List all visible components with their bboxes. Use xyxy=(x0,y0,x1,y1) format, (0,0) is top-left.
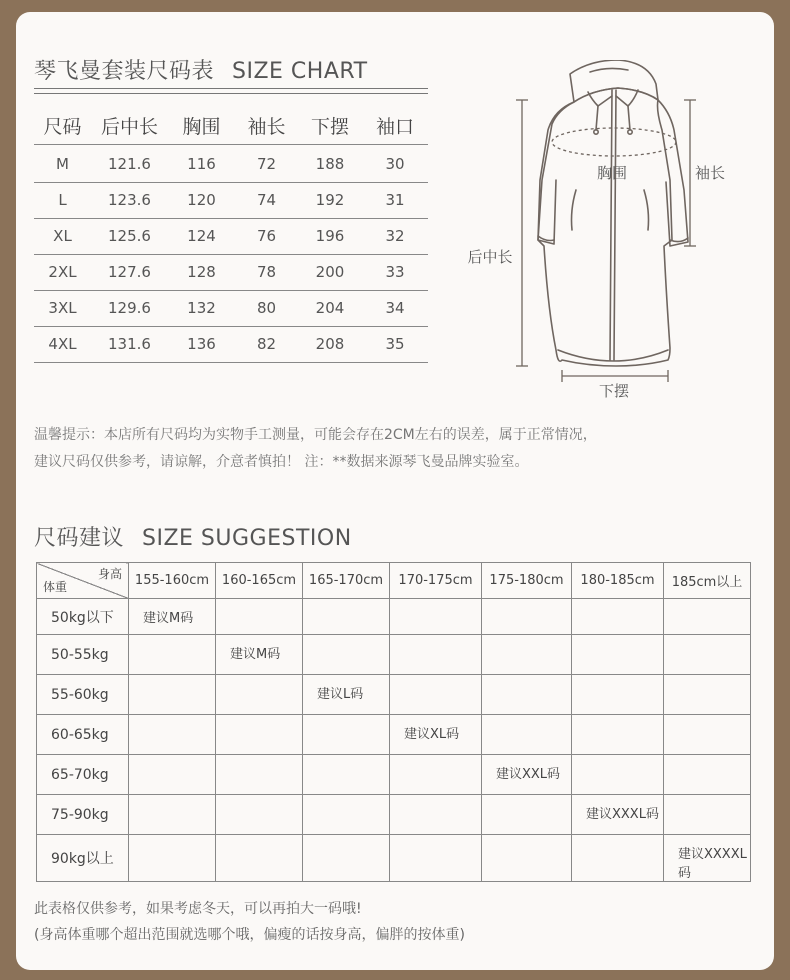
cell-back-length: 121.6 xyxy=(108,155,151,173)
empty-cell xyxy=(390,755,482,795)
size-chart-row xyxy=(34,218,428,255)
suggestion-row xyxy=(37,795,751,835)
size-chart-row xyxy=(34,290,428,327)
empty-cell xyxy=(664,715,751,755)
cell-size: L xyxy=(58,191,67,209)
empty-cell xyxy=(129,835,216,882)
empty-cell xyxy=(664,635,751,675)
pocket-left xyxy=(572,190,577,230)
cell-chest: 136 xyxy=(187,335,216,353)
size-suggestion-cell: 建议XXXXL码 xyxy=(664,835,751,882)
cell-size: M xyxy=(56,155,69,173)
title-rule-2 xyxy=(34,93,428,94)
collar-right xyxy=(616,90,638,106)
empty-cell xyxy=(664,599,751,635)
left-sleeve xyxy=(538,102,574,244)
suggestion-row xyxy=(37,715,751,755)
empty-cell xyxy=(482,795,572,835)
center-front-line xyxy=(610,90,612,360)
empty-cell xyxy=(303,715,390,755)
cell-chest: 132 xyxy=(187,299,216,317)
weight-label: 60-65kg xyxy=(37,715,129,755)
empty-cell xyxy=(572,715,664,755)
empty-cell xyxy=(216,755,303,795)
cell-sleeve: 80 xyxy=(256,299,277,317)
height-header: 160-165cm xyxy=(216,563,303,599)
empty-cell xyxy=(129,675,216,715)
empty-cell xyxy=(572,599,664,635)
footer-line-1: 此表格仅供参考，如果考虑冬天，可以再拍大一码哦! xyxy=(34,901,362,917)
empty-cell xyxy=(572,675,664,715)
cell-hem: 204 xyxy=(315,299,345,317)
cell-hem: 188 xyxy=(315,155,345,173)
empty-cell xyxy=(129,635,216,675)
weight-label: 75-90kg xyxy=(37,795,129,835)
cell-hem: 208 xyxy=(315,335,345,353)
empty-cell xyxy=(129,795,216,835)
cell-chest: 128 xyxy=(187,263,216,281)
size-suggestion-table xyxy=(36,562,751,882)
header-hem: 下摆 xyxy=(310,115,349,138)
height-header: 175-180cm xyxy=(482,563,572,599)
cell-cuff: 31 xyxy=(385,191,405,209)
drawstring-right xyxy=(628,106,630,130)
size-chart-header-row xyxy=(34,106,428,145)
empty-cell xyxy=(572,635,664,675)
sleeve-label: 袖长 xyxy=(694,164,726,182)
empty-cell xyxy=(482,835,572,882)
size-chart-title-cn: 琴飞曼套装尺码表 xyxy=(34,59,215,84)
weight-label: 50-55kg xyxy=(37,635,129,675)
size-chart-title-en: SIZE CHART xyxy=(232,59,368,84)
coat-body xyxy=(538,88,672,366)
size-suggestion-cell: 建议M码 xyxy=(129,599,216,635)
hood-shape xyxy=(570,60,658,102)
empty-cell xyxy=(216,715,303,755)
size-suggestion-cell: 建议XXXL码 xyxy=(572,795,664,835)
cell-back-length: 125.6 xyxy=(108,227,151,245)
empty-cell xyxy=(129,715,216,755)
suggestion-row xyxy=(37,835,751,882)
size-chart-title xyxy=(34,54,368,85)
drawstring-tip-left xyxy=(594,130,598,134)
empty-cell xyxy=(303,599,390,635)
empty-cell xyxy=(572,835,664,882)
cell-sleeve: 72 xyxy=(256,155,277,173)
right-sleeve xyxy=(658,100,688,246)
height-header: 180-185cm xyxy=(572,563,664,599)
height-header: 170-175cm xyxy=(390,563,482,599)
notice-line-2: 建议尺码仅供参考，请谅解，介意者慎拍！ 注：**数据来源琴飞曼品牌实验室。 xyxy=(34,454,529,470)
suggestion-row xyxy=(37,599,751,635)
cell-chest: 120 xyxy=(187,191,216,209)
empty-cell xyxy=(482,675,572,715)
header-cuff: 袖口 xyxy=(375,115,414,138)
empty-cell xyxy=(390,835,482,882)
weight-label: 90kg以上 xyxy=(37,835,129,882)
cell-chest: 116 xyxy=(187,155,216,173)
cell-chest: 124 xyxy=(187,227,216,245)
height-header: 185cm以上 xyxy=(664,563,751,599)
hem-label: 下摆 xyxy=(598,382,630,400)
empty-cell xyxy=(390,675,482,715)
empty-cell xyxy=(664,795,751,835)
empty-cell xyxy=(216,675,303,715)
cell-back-length: 127.6 xyxy=(108,263,151,281)
zipper-line xyxy=(614,90,616,360)
header-back-length: 后中长 xyxy=(100,115,158,138)
suggestion-row xyxy=(37,755,751,795)
empty-cell xyxy=(129,755,216,795)
empty-cell xyxy=(482,715,572,755)
hem-curve xyxy=(558,350,668,361)
empty-cell xyxy=(303,835,390,882)
chest-label: 胸围 xyxy=(596,164,628,182)
empty-cell xyxy=(664,755,751,795)
size-chart-row xyxy=(34,146,428,183)
cell-back-length: 123.6 xyxy=(108,191,151,209)
notice-line-1: 温馨提示：本店所有尺码均为实物手工测量，可能会存在2CM左右的误差，属于正常情况， xyxy=(34,427,597,443)
hood-seam xyxy=(590,68,628,72)
corner-cell xyxy=(37,563,129,599)
suggestion-header-row xyxy=(37,563,751,599)
size-chart-row xyxy=(34,326,428,363)
suggestion-row xyxy=(37,675,751,715)
cell-cuff: 30 xyxy=(385,155,405,173)
cell-cuff: 33 xyxy=(385,263,405,281)
size-suggestion-title-cn: 尺码建议 xyxy=(34,526,125,551)
title-rule-1 xyxy=(34,88,428,89)
cell-size: 3XL xyxy=(48,299,77,317)
empty-cell xyxy=(572,755,664,795)
cell-sleeve: 78 xyxy=(256,263,277,281)
empty-cell xyxy=(303,755,390,795)
empty-cell xyxy=(216,795,303,835)
height-header: 155-160cm xyxy=(129,563,216,599)
height-header: 165-170cm xyxy=(303,563,390,599)
suggestion-row xyxy=(37,635,751,675)
cell-size: 2XL xyxy=(48,263,77,281)
empty-cell xyxy=(303,635,390,675)
header-size: 尺码 xyxy=(43,115,82,138)
empty-cell xyxy=(390,635,482,675)
empty-cell xyxy=(390,795,482,835)
empty-cell xyxy=(216,835,303,882)
cell-size: 4XL xyxy=(48,335,77,353)
size-suggestion-cell: 建议XL码 xyxy=(390,715,482,755)
size-suggestion-cell: 建议L码 xyxy=(303,675,390,715)
cell-hem: 200 xyxy=(315,263,345,281)
size-suggestion-cell: 建议M码 xyxy=(216,635,303,675)
cell-back-length: 129.6 xyxy=(108,299,151,317)
weight-label: 55-60kg xyxy=(37,675,129,715)
coat-diagram xyxy=(458,60,748,410)
cell-hem: 192 xyxy=(315,191,345,209)
empty-cell xyxy=(303,795,390,835)
cell-cuff: 35 xyxy=(385,335,405,353)
size-chart-row xyxy=(34,182,428,219)
empty-cell xyxy=(390,599,482,635)
back-length-label: 后中长 xyxy=(467,248,513,266)
empty-cell xyxy=(664,675,751,715)
cell-sleeve: 82 xyxy=(256,335,277,353)
cell-cuff: 34 xyxy=(385,299,405,317)
footer-line-2: (身高体重哪个超出范围就选哪个哦，偏瘦的话按身高，偏胖的按体重) xyxy=(34,927,465,943)
empty-cell xyxy=(482,635,572,675)
size-suggestion-title-en: SIZE SUGGESTION xyxy=(142,526,352,551)
weight-label: 50kg以下 xyxy=(37,599,129,635)
size-suggestion-title xyxy=(34,521,352,552)
header-chest: 胸围 xyxy=(182,115,221,138)
weight-label: 65-70kg xyxy=(37,755,129,795)
size-chart-row xyxy=(34,254,428,291)
cell-size: XL xyxy=(53,227,72,245)
cell-back-length: 131.6 xyxy=(108,335,151,353)
empty-cell xyxy=(216,599,303,635)
pocket-right xyxy=(644,190,649,230)
corner-weight-label: 体重 xyxy=(43,580,68,594)
cell-cuff: 32 xyxy=(385,227,405,245)
drawstring-tip-right xyxy=(628,130,632,134)
cell-hem: 196 xyxy=(315,227,345,245)
header-sleeve: 袖长 xyxy=(247,115,286,138)
chest-measure-ellipse xyxy=(552,128,676,156)
drawstring-left xyxy=(596,106,598,130)
empty-cell xyxy=(482,599,572,635)
corner-height-label: 身高 xyxy=(97,567,122,581)
size-suggestion-cell: 建议XXL码 xyxy=(482,755,572,795)
cell-sleeve: 76 xyxy=(256,227,277,245)
cell-sleeve: 74 xyxy=(256,191,277,209)
